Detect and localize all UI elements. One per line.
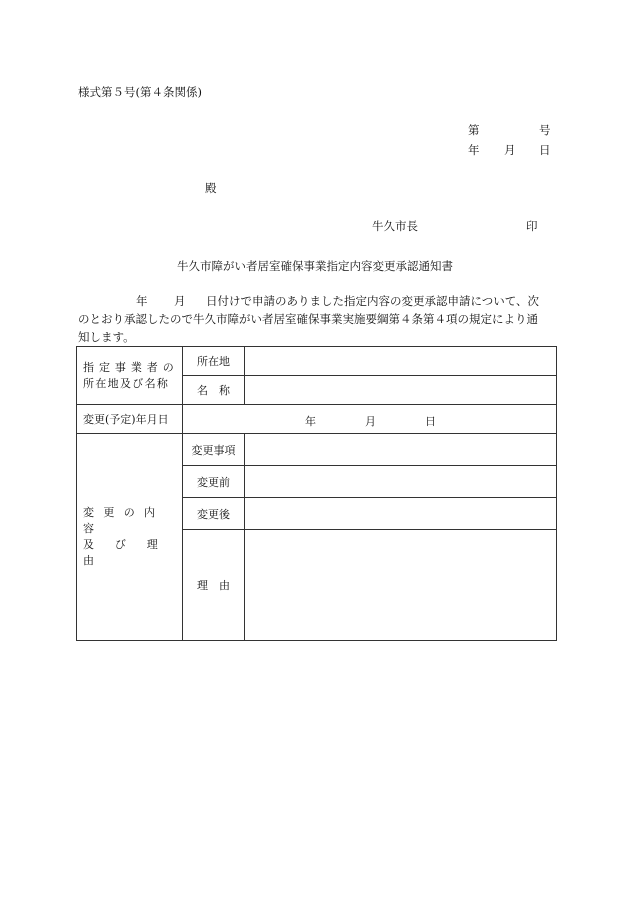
body-month: 月 xyxy=(174,294,186,308)
body-line-3 xyxy=(78,328,556,346)
change-date-month: 月 xyxy=(365,415,376,428)
content-label-line-2: 及び理由 xyxy=(83,538,179,567)
details-table xyxy=(76,346,557,641)
change-date-label: 変更(予定)年月日 xyxy=(77,405,183,434)
issue-date-day: 日 xyxy=(539,143,551,157)
content-label-cell xyxy=(77,434,183,641)
body-line-2-text: のとおり承認したので牛久市障がい者居室確保事業実施要綱第４条第４項の規定により通 xyxy=(78,312,538,326)
before-field[interactable] xyxy=(245,466,557,498)
change-date-field[interactable] xyxy=(183,405,557,434)
address-field[interactable] xyxy=(245,347,557,376)
reason-field[interactable] xyxy=(245,530,557,641)
content-label-line-1: 変更の内容 xyxy=(83,506,165,535)
name-field[interactable] xyxy=(245,376,557,405)
document-title: 牛久市障がい者居室確保事業指定内容変更承認通知書 xyxy=(177,259,453,273)
name-label: 名 称 xyxy=(183,376,245,405)
issue-date-month: 月 xyxy=(504,143,516,157)
body-line-3-text: 知します。 xyxy=(78,330,135,344)
body-line-2 xyxy=(78,310,556,328)
after-label: 変更後 xyxy=(183,498,245,530)
body-paragraph xyxy=(78,292,556,346)
form-number: 様式第５号(第４条関係) xyxy=(78,85,202,99)
after-field[interactable] xyxy=(245,498,557,530)
number-dai: 第 xyxy=(468,123,480,137)
issuer-name: 牛久市長 xyxy=(372,219,418,233)
recipient-honorific: 殿 xyxy=(205,181,217,195)
reason-label: 理 由 xyxy=(183,530,245,641)
operator-label-line-2: 所在地及び名称 xyxy=(83,376,170,390)
seal-mark: 印 xyxy=(526,219,538,233)
number-go: 号 xyxy=(539,123,551,137)
before-label: 変更前 xyxy=(183,466,245,498)
address-label: 所在地 xyxy=(183,347,245,376)
change-item-field[interactable] xyxy=(245,434,557,466)
operator-label-cell xyxy=(77,347,183,405)
body-year: 年 xyxy=(136,294,148,308)
change-date-year: 年 xyxy=(305,415,316,428)
change-item-label: 変更事項 xyxy=(183,434,245,466)
issue-date-year: 年 xyxy=(468,143,480,157)
change-date-day: 日 xyxy=(425,415,436,428)
operator-label-line-1: 指定事業者の xyxy=(83,360,179,374)
body-rest: 日付けで申請のありました指定内容の変更承認申請について、次 xyxy=(206,294,540,308)
body-line-1 xyxy=(78,292,556,310)
